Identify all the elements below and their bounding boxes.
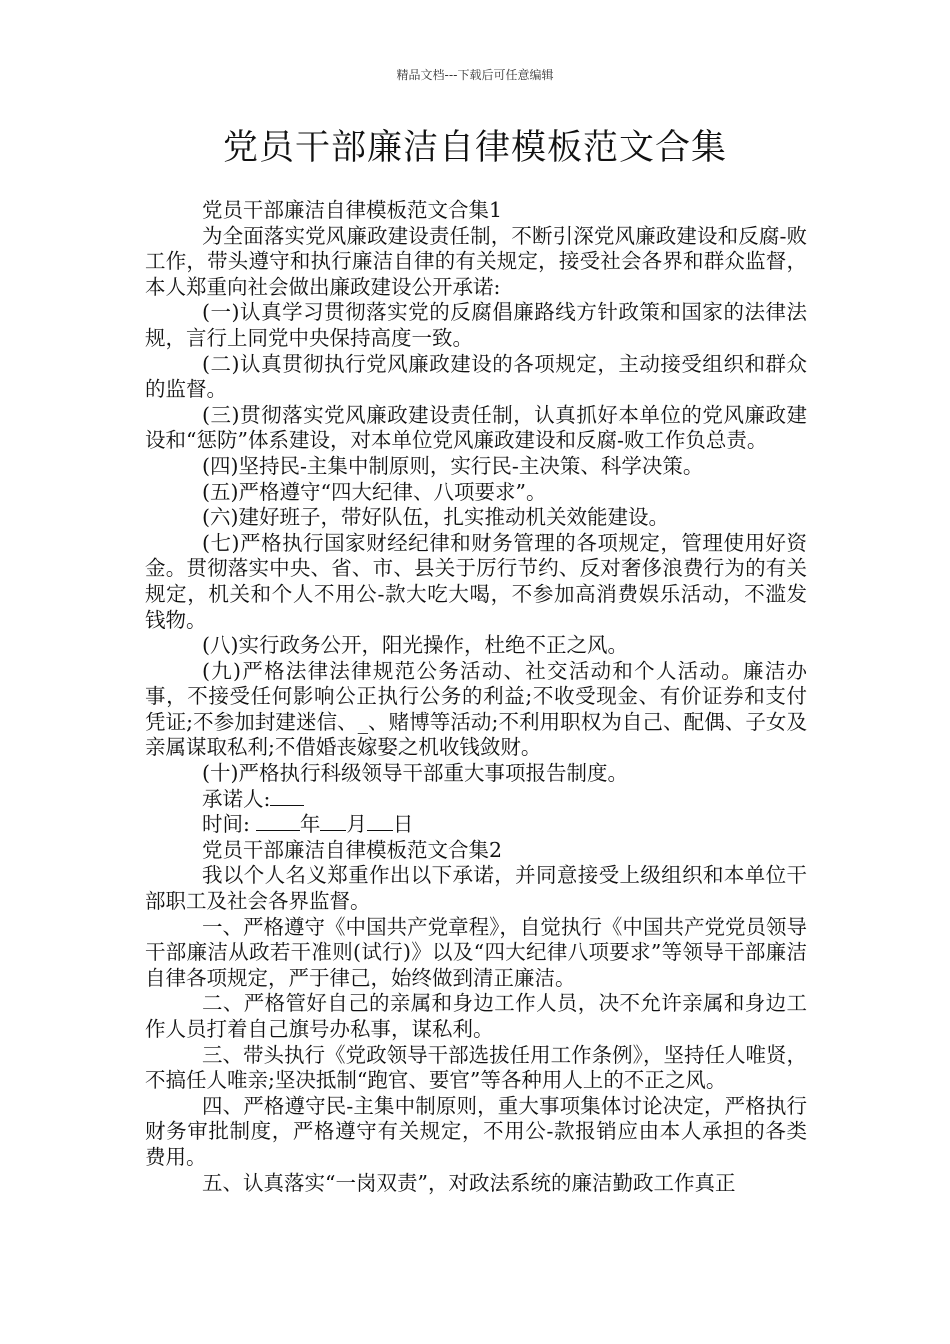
month-blank [320, 812, 346, 831]
section1-item-4: (四)坚持民-主集中制原则，实行民-主决策、科学决策。 [202, 453, 704, 478]
section2-item-4: 四、严格遵守民-主集中制原则，重大事项集体讨论决定，严格执行财务审批制度，严格遵守有关规定，不用公-款报销应由本人承担的各类费用。 [145, 1093, 807, 1169]
time-line [145, 812, 807, 838]
section2-heading: 党员干部廉洁自律模板范文合集2 [202, 837, 503, 862]
section1-item-10: (十)严格执行科级领导干部重大事项报告制度。 [202, 761, 628, 786]
signer-line [145, 787, 807, 813]
section1-item-2: (二)认真贯彻执行党风廉政建设的各项规定，主动接受组织和群众的监督。 [145, 351, 807, 402]
section1-item-6: (六)建好班子，带好队伍，扎实推动机关效能建设。 [202, 505, 669, 530]
day-label: 日 [392, 812, 414, 837]
section1-intro: 为全面落实党风廉政建设责任制，不断引深党风廉政建设和反腐-败工作，带头遵守和执行廉洁自律的有关规定，接受社会各界和群众监督，本人郑重向社会做出廉政建设公开承诺: [145, 223, 807, 299]
section2-intro: 我以个人名义郑重作出以下承诺，并同意接受上级组织和本单位干部职工及社会各界监督。 [145, 863, 807, 914]
day-blank [367, 812, 393, 831]
section1-item-8: (八)实行政务公开，阳光操作，杜绝不正之风。 [202, 633, 628, 658]
document-body [145, 198, 807, 1196]
section1-item-5: (五)严格遵守“四大纪律、八项要求”。 [202, 479, 547, 504]
section1-item-9: (九)严格法律法律规范公务活动、社交活动和个人活动。廉洁办事，不接受任何影响公正执行公务的利益;不收受现金、有价证券和支付凭证;不参加封建迷信、_、赌博等活动;不利用职权为自己、配偶、子女及亲属谋取私利;不借婚丧嫁娶之机收钱敛财。 [145, 658, 807, 760]
section1-item-1: (一)认真学习贯彻落实党的反腐倡廉路线方针政策和国家的法律法规，言行上同党中央保持高度一致。 [145, 300, 807, 350]
time-label: 时间: [202, 812, 250, 837]
section1-heading: 党员干部廉洁自律模板范文合集1 [202, 198, 503, 222]
year-label: 年 [299, 812, 321, 837]
year-blank [256, 812, 300, 831]
section2-item-5: 五、认真落实“一岗双责”，对政法系统的廉洁勤政工作真正 [202, 1170, 736, 1195]
document-title: 党员干部廉洁自律模板范文合集 [222, 128, 727, 168]
header-note: 精品文档---下载后可任意编辑 [396, 68, 554, 82]
section2-item-1: 一、严格遵守《中国共产党章程》，自觉执行《中国共产党党员领导干部廉洁从政若干准则(试行)》以及“四大纪律八项要求”等领导干部廉洁自律各项规定，严于律己，始终做到清正廉洁。 [145, 914, 807, 990]
section2-item-3: 三、带头执行《党政领导干部选拔任用工作条例》，坚持任人唯贤，不搞任人唯亲;坚决抵制“跑官、要官”等各种用人上的不正之风。 [145, 1042, 807, 1093]
month-label: 月 [346, 812, 367, 837]
section2-item-2: 二、严格管好自己的亲属和身边工作人员，决不允许亲属和身边工作人员打着自己旗号办私事，谋私利。 [145, 991, 807, 1041]
signer-blank [270, 787, 304, 806]
section1-item-3: (三)贯彻落实党风廉政建设责任制，认真抓好本单位的党风廉政建设和“惩防”体系建设，对本单位党风廉政建设和反腐-败工作负总责。 [145, 402, 807, 453]
section1-item-7: (七)严格执行国家财经纪律和财务管理的各项规定，管理使用好资金。贯彻落实中央、省、市、县关于厉行节约、反对奢侈浪费行为的有关规定，机关和个人不用公-款大吃大喝，不参加高消费娱乐活动，不滥发钱物。 [145, 530, 807, 632]
signer-label: 承诺人: [202, 786, 271, 811]
